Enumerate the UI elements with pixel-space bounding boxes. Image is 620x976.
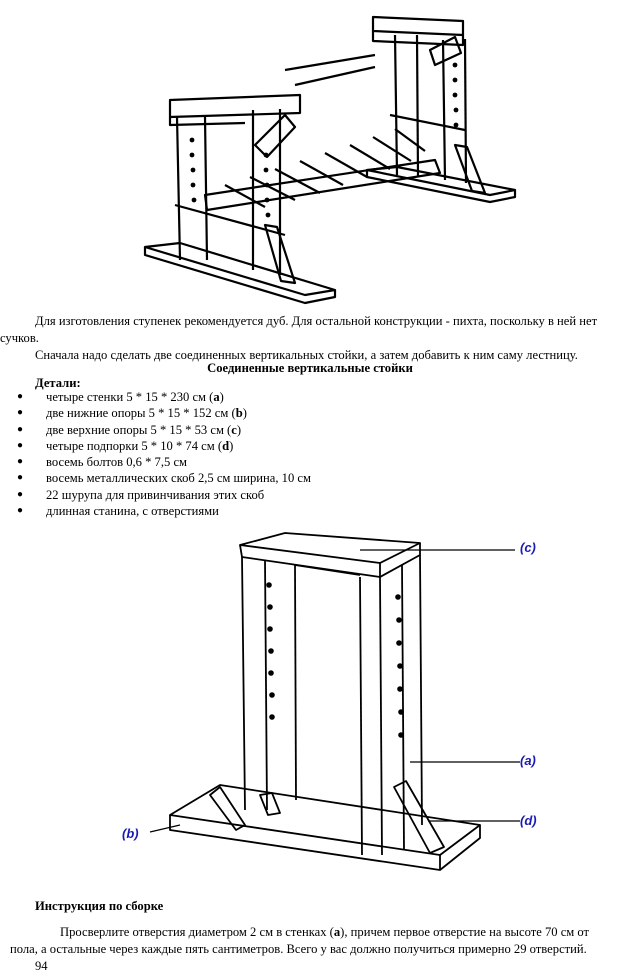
list-item: ● восемь болтов 0,6 * 7,5 см — [17, 455, 188, 470]
assembly-line-2: пола, а остальные через каждые пять сантиметров. Всего у вас должно получиться примерно 29 отверстий. — [10, 942, 587, 956]
intro-line-2: Сначала надо сделать две соединенных вертикальных стойки, а затем добавить к ним саму лестницу. — [35, 348, 578, 362]
label-a: (a) — [520, 753, 536, 768]
bullet-icon: ● — [17, 488, 24, 500]
label-b: (b) — [122, 826, 139, 841]
bullet-icon: ● — [17, 505, 24, 517]
list-item: ● длинная станина, с отверстиями — [17, 504, 219, 519]
assembly-heading: Инструкция по сборке — [35, 899, 164, 913]
intro-paragraph — [0, 313, 616, 364]
page-number: 94 — [35, 959, 48, 973]
bullet-icon: ● — [17, 423, 24, 435]
details-heading: Детали: — [35, 376, 81, 390]
bullet-icon: ● — [17, 391, 24, 402]
list-item: ● две верхние опоры 5 * 15 * 53 см (c) — [17, 422, 242, 437]
intro-line-1-continuation: сучков. — [0, 331, 39, 345]
label-d: (d) — [520, 813, 537, 828]
assembly-line-1: Просверлите отверстия диаметром 2 см в стенках (a), причем первое отверстие на высоте 70 см от — [60, 925, 590, 939]
bullet-icon: ● — [17, 439, 24, 451]
section-title: Соединенные вертикальные стойки — [207, 361, 413, 375]
list-item: ● 22 шурупа для привинчивания этих скоб — [17, 487, 265, 502]
vertical-stand-diagram — [110, 525, 540, 885]
list-item: ● четыре стенки 5 * 15 * 230 см (a) — [17, 390, 224, 404]
details-list — [0, 389, 600, 519]
bullet-icon: ● — [17, 407, 24, 419]
intro-line-1: Для изготовления ступенек рекомендуется дуб. Для остальной конструкции - пихта, поскольку в ней нет — [35, 314, 598, 328]
label-c: (c) — [520, 540, 536, 555]
ladder-frame-illustration — [135, 5, 525, 305]
list-item: ● две нижние опоры 5 * 15 * 152 см (b) — [17, 406, 247, 421]
list-item: ● восемь металлических скоб 2,5 см ширина, 10 см — [17, 471, 311, 486]
assembly-paragraph — [0, 924, 616, 958]
bullet-icon: ● — [17, 472, 24, 484]
bullet-icon: ● — [17, 456, 24, 468]
list-item: ● четыре подпорки 5 * 10 * 74 см (d) — [17, 438, 234, 453]
